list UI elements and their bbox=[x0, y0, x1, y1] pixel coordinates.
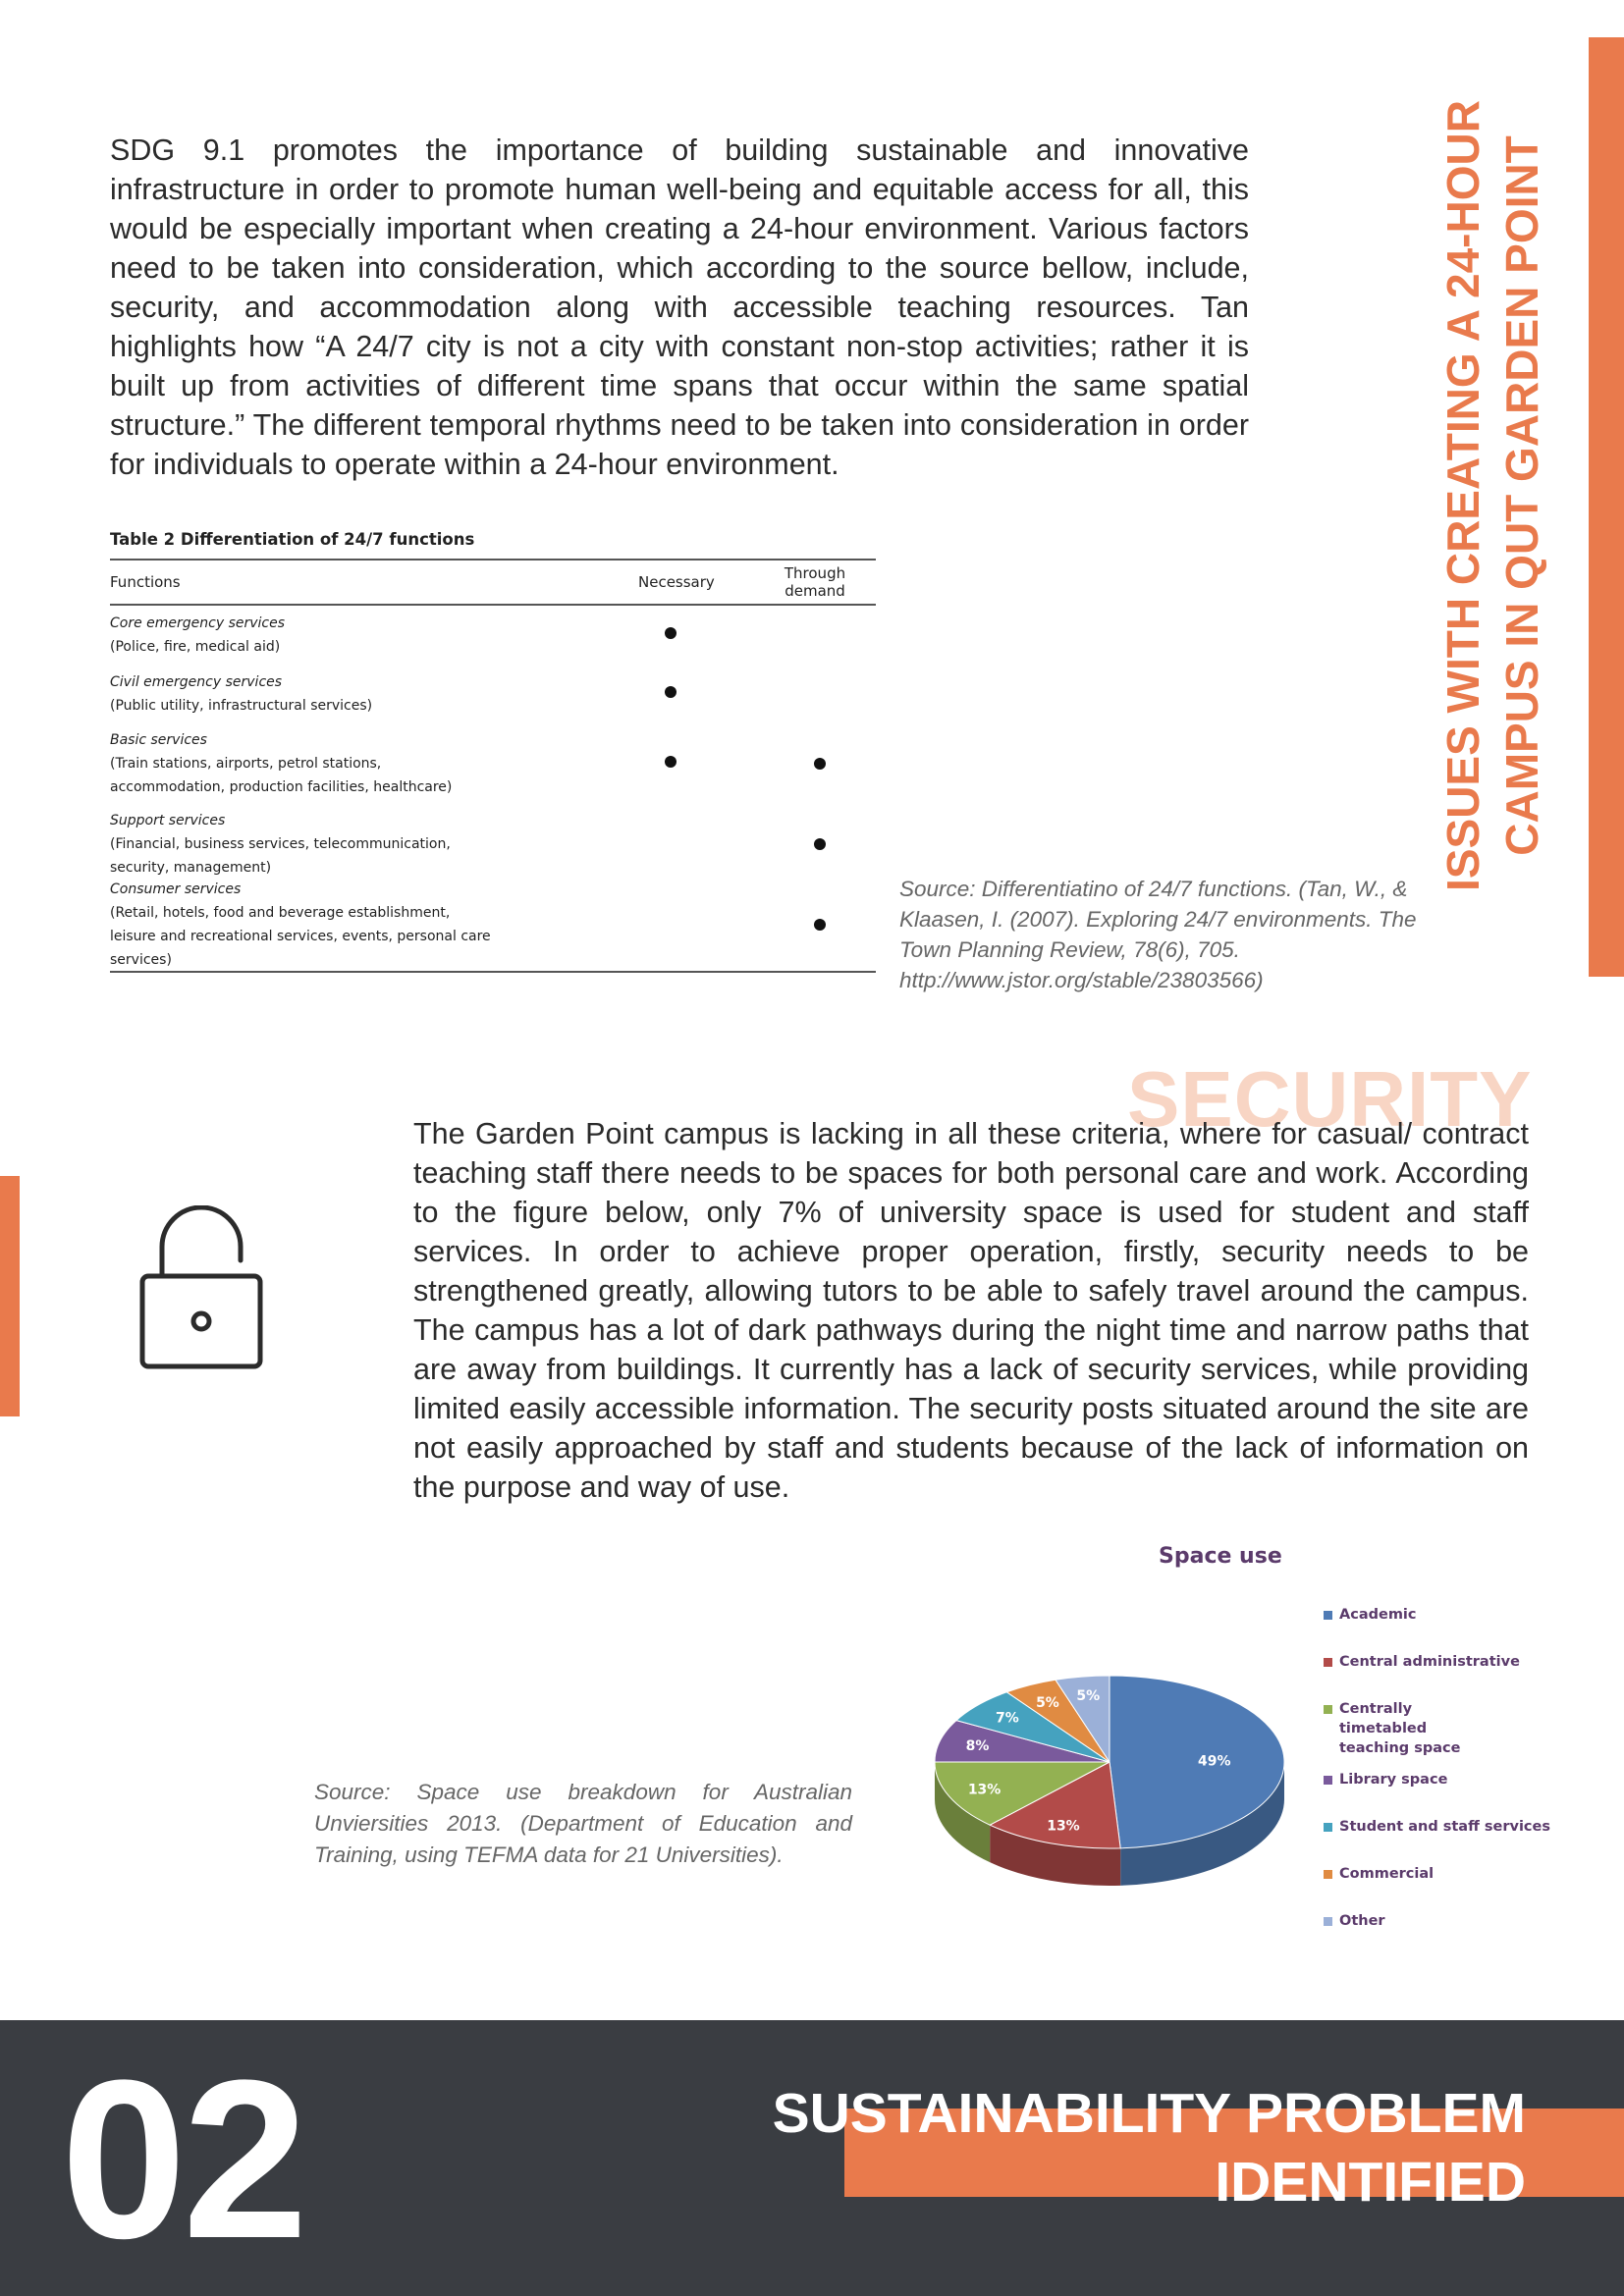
legend-item bbox=[1324, 1864, 1434, 1884]
legend-item bbox=[1324, 1652, 1520, 1672]
necessary-dot bbox=[665, 686, 677, 698]
right-accent-bar bbox=[1589, 37, 1624, 977]
table-cell-through-demand bbox=[754, 758, 876, 770]
table-cell-function bbox=[110, 728, 628, 799]
legend-label: Library space bbox=[1339, 1772, 1448, 1788]
function-name: Support services bbox=[110, 813, 226, 828]
legend-swatch bbox=[1324, 1658, 1332, 1667]
table-cell-function bbox=[110, 809, 628, 880]
legend-item bbox=[1324, 1699, 1496, 1758]
space-use-chart bbox=[923, 1536, 1551, 1929]
function-detail: (Public utility, infrastructural services) bbox=[110, 698, 373, 714]
pie-data-label: 13% bbox=[1047, 1818, 1080, 1835]
section-title-line2: IDENTIFIED bbox=[1215, 2151, 1526, 2214]
vertical-section-title bbox=[1429, 79, 1556, 913]
left-accent-bar bbox=[0, 1176, 20, 1416]
vertical-title-line2: CAMPUS IN QUT GARDEN POINT bbox=[1496, 135, 1547, 856]
function-detail: (Police, fire, medical aid) bbox=[110, 639, 281, 655]
padlock-icon bbox=[137, 1205, 265, 1372]
vertical-title-line1: ISSUES WITH CREATING A 24-HOUR bbox=[1437, 100, 1489, 891]
legend-swatch bbox=[1324, 1776, 1332, 1785]
table-row bbox=[110, 665, 876, 723]
legend-label: Commercial bbox=[1339, 1866, 1435, 1882]
section-title bbox=[773, 2079, 1526, 2216]
legend-label: Centrally timetabled teaching space bbox=[1339, 1701, 1461, 1756]
through-demand-dot bbox=[814, 919, 826, 931]
through-demand-dot bbox=[814, 838, 826, 850]
function-detail: (Train stations, airports, petrol stations, accommodation, production facilities, healthcare) bbox=[110, 756, 453, 795]
function-detail: (Retail, hotels, food and beverage establishment, leisure and recreational services, events, personal care services) bbox=[110, 905, 491, 968]
legend-item bbox=[1324, 1770, 1447, 1789]
table-row bbox=[110, 723, 876, 804]
table-body bbox=[110, 606, 876, 968]
legend-item bbox=[1324, 1817, 1550, 1837]
function-name: Civil emergency services bbox=[110, 674, 283, 690]
legend-swatch bbox=[1324, 1870, 1332, 1879]
legend-swatch bbox=[1324, 1705, 1332, 1714]
pie-data-label: 8% bbox=[965, 1737, 990, 1754]
intro-paragraph: SDG 9.1 promotes the importance of building sustainable and innovative infrastructure in order to promote human well-being and equitable access for all, this would be especially important when creating a 24-hour environment. Various factors need to be taken into consideration, which according to the source bellow, include, security, and accommodation along with accessible teaching resources. Tan highlights how “A 24/7 city is not a city with constant non-stop activities; rather it is built up from activities of different time spans that occur within the same spatial structure.” The different temporal rhythms need to be taken into consideration in order for individuals to operate within a 24-hour environment. bbox=[110, 133, 1249, 481]
legend-label: Other bbox=[1339, 1913, 1385, 1929]
table-header-functions: Functions bbox=[110, 573, 181, 591]
table-row bbox=[110, 606, 876, 665]
table-cell-function bbox=[110, 878, 628, 972]
table-cell-function bbox=[110, 670, 628, 718]
pie-data-label: 5% bbox=[1076, 1688, 1101, 1705]
legend-label: Academic bbox=[1339, 1607, 1417, 1623]
function-name: Consumer services bbox=[110, 881, 242, 897]
security-paragraph: The Garden Point campus is lacking in all these criteria, where for casual/ contract teaching staff there needs to be spaces for both personal care and work. According to the figure below, only 7% of university space is used for student and staff services. In order to achieve proper operation, firstly, security needs to be strengthened greatly, allowing tutors to be able to safely travel around the campus. The campus has a lot of dark pathways during the night time and narrow paths that are away from buildings. It currently has a lack of security services, while providing limited easily accessible information. The security posts situated around the site are not easily approached by staff and students because of the lack of information on the purpose and way of use. bbox=[413, 1117, 1529, 1504]
legend-swatch bbox=[1324, 1917, 1332, 1926]
necessary-dot bbox=[665, 756, 677, 768]
legend-label: Student and staff services bbox=[1339, 1819, 1550, 1835]
legend-item bbox=[1324, 1911, 1385, 1931]
section-title-line1: SUSTAINABILITY PROBLEM bbox=[772, 2082, 1526, 2145]
table-title: Table 2 Differentiation of 24/7 functions bbox=[110, 530, 475, 549]
necessary-dot bbox=[665, 627, 677, 639]
table-cell-necessary bbox=[628, 752, 754, 775]
table-cell-through-demand bbox=[754, 838, 876, 850]
pie-data-label: 7% bbox=[995, 1710, 1019, 1727]
legend-swatch bbox=[1324, 1611, 1332, 1620]
pie-data-label: 13% bbox=[967, 1782, 1001, 1798]
table-cell-through-demand bbox=[754, 919, 876, 931]
section-number: 02 bbox=[61, 2033, 304, 2285]
pie-data-label: 5% bbox=[1036, 1694, 1059, 1711]
table-header-through-demand: Through demand bbox=[784, 564, 846, 600]
table-cell-necessary bbox=[628, 682, 754, 706]
legend-label: Central administrative bbox=[1339, 1654, 1520, 1670]
legend-swatch bbox=[1324, 1823, 1332, 1832]
function-name: Core emergency services bbox=[110, 615, 286, 631]
chart-source-caption: Source: Space use breakdown for Australian Unviersities 2013. (Department of Education and Training, using TEFMA data for 21 Universities). bbox=[314, 1780, 852, 1867]
pie-data-label: 49% bbox=[1197, 1753, 1231, 1770]
legend-item bbox=[1324, 1605, 1417, 1625]
table-row bbox=[110, 881, 876, 968]
security-heading: SECURITY bbox=[1127, 1055, 1533, 1143]
function-detail: (Financial, business services, telecommunication, security, management) bbox=[110, 836, 451, 876]
function-name: Basic services bbox=[110, 732, 207, 748]
table-cell-function bbox=[110, 612, 628, 659]
table-cell-necessary bbox=[628, 623, 754, 647]
table-row bbox=[110, 804, 876, 884]
functions-table bbox=[110, 530, 876, 973]
chart-title: Space use bbox=[1159, 1544, 1282, 1569]
through-demand-dot bbox=[814, 758, 826, 770]
table-header-row bbox=[110, 561, 876, 606]
table-header-necessary: Necessary bbox=[638, 573, 715, 591]
table-source-caption: Source: Differentiatino of 24/7 functions. (Tan, W., & Klaasen, I. (2007). Exploring 24/7 environments. The Town Planning Review, 78(6), 705. http://www.jstor.org/stable/23803566) bbox=[899, 877, 1417, 992]
